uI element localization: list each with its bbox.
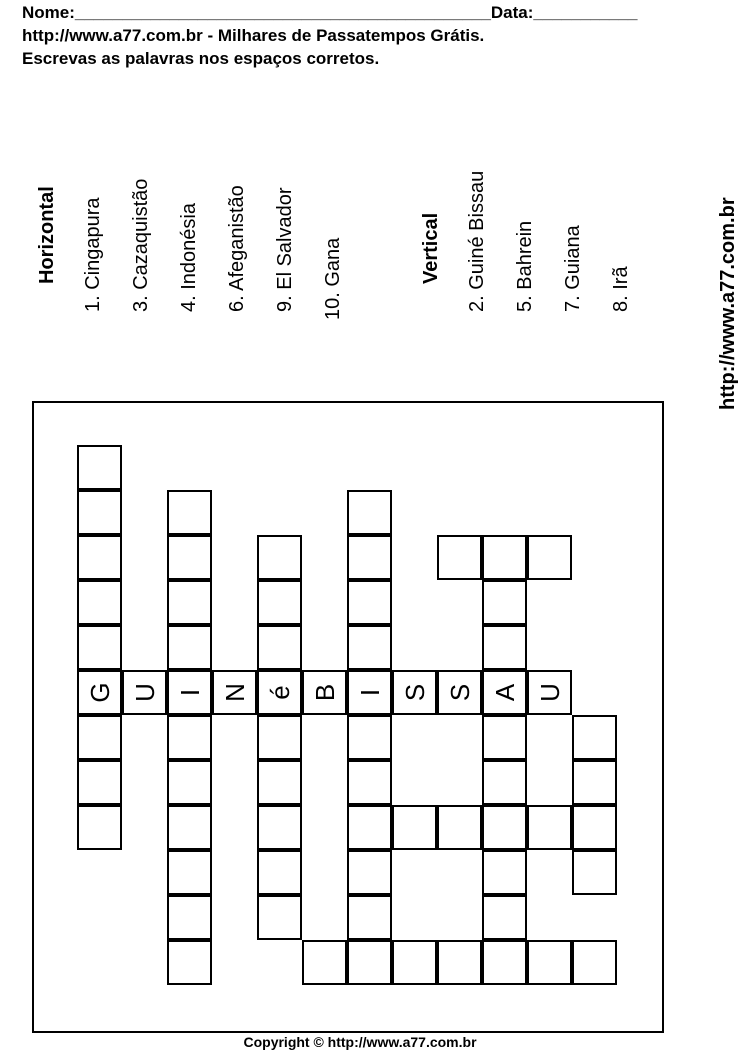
grid-letter: S xyxy=(399,683,430,702)
grid-cell[interactable] xyxy=(167,760,212,805)
grid-cell[interactable] xyxy=(437,805,482,850)
grid-cell[interactable] xyxy=(482,940,527,985)
grid-cell[interactable] xyxy=(167,850,212,895)
grid-cell[interactable] xyxy=(302,940,347,985)
clue-h-10: 10. Gana xyxy=(322,237,344,320)
grid-cell[interactable] xyxy=(347,805,392,850)
clue-h-6: 6. Afeganistão xyxy=(226,185,248,312)
grid-cell[interactable] xyxy=(482,580,527,625)
grid-letter: N xyxy=(219,683,250,702)
grid-letter: B xyxy=(309,683,340,702)
grid-letter: G xyxy=(84,682,115,703)
grid-letter: U xyxy=(129,683,160,702)
grid-cell[interactable] xyxy=(167,940,212,985)
grid-cell[interactable] xyxy=(257,715,302,760)
name-date-line xyxy=(22,3,637,23)
grid-cell[interactable] xyxy=(482,535,527,580)
date-label: Data:___________ xyxy=(490,3,638,22)
grid-cell[interactable] xyxy=(347,895,392,940)
grid-cell[interactable] xyxy=(167,490,212,535)
grid-letter: U xyxy=(534,683,565,702)
grid-cell[interactable] xyxy=(257,895,302,940)
grid-cell[interactable] xyxy=(167,805,212,850)
horizontal-title: Horizontal xyxy=(36,186,58,284)
clue-h-1: 1. Cingapura xyxy=(82,197,104,312)
grid-cell[interactable] xyxy=(347,760,392,805)
grid-cell[interactable] xyxy=(347,535,392,580)
instruction: Escrevas as palavras nos espaços corretos. xyxy=(22,49,380,68)
grid-cell[interactable] xyxy=(257,625,302,670)
grid-cell[interactable] xyxy=(527,535,572,580)
grid-cell[interactable] xyxy=(347,580,392,625)
grid-cell[interactable] xyxy=(77,715,122,760)
grid-cell[interactable] xyxy=(347,850,392,895)
grid-cell[interactable] xyxy=(572,805,617,850)
clue-h-9: 9. El Salvador xyxy=(274,187,296,312)
grid-cell[interactable] xyxy=(77,760,122,805)
grid-cell[interactable] xyxy=(347,940,392,985)
site-line[interactable]: http://www.a77.com.br - Milhares de Passatempos Grátis. xyxy=(22,26,485,45)
grid-letter: I xyxy=(354,688,385,697)
clue-v-7: 7. Guiana xyxy=(562,225,584,312)
grid-cell[interactable] xyxy=(167,625,212,670)
grid-letter: S xyxy=(444,683,475,702)
side-url[interactable]: http://www.a77.com.br xyxy=(717,197,739,410)
grid-cell[interactable] xyxy=(167,535,212,580)
grid-cell[interactable] xyxy=(257,535,302,580)
grid-cell[interactable] xyxy=(392,940,437,985)
clue-v-5: 5. Bahrein xyxy=(514,220,536,312)
grid-cell[interactable] xyxy=(437,535,482,580)
grid-cell[interactable] xyxy=(572,850,617,895)
clue-h-4: 4. Indonésia xyxy=(178,203,200,312)
grid-cell[interactable] xyxy=(167,895,212,940)
grid-cell[interactable] xyxy=(482,895,527,940)
grid-cell[interactable] xyxy=(77,445,122,490)
grid-cell[interactable] xyxy=(77,625,122,670)
grid-cell[interactable] xyxy=(347,715,392,760)
grid-cell[interactable] xyxy=(482,805,527,850)
grid-cell[interactable] xyxy=(572,940,617,985)
clue-h-3: 3. Cazaquistão xyxy=(130,178,152,312)
grid-cell[interactable] xyxy=(482,850,527,895)
grid-cell[interactable] xyxy=(527,940,572,985)
name-label: Nome:____________________________________________ xyxy=(22,3,491,22)
copyright-footer: Copyright © http://www.a77.com.br xyxy=(243,1034,477,1050)
grid-cell[interactable] xyxy=(167,715,212,760)
grid-cell[interactable] xyxy=(77,580,122,625)
grid-cell[interactable] xyxy=(347,625,392,670)
clue-v-2: 2. Guiné Bissau xyxy=(466,170,488,312)
grid-cell[interactable] xyxy=(527,805,572,850)
grid-cell[interactable] xyxy=(347,490,392,535)
grid-letter: A xyxy=(489,683,520,702)
grid-cell[interactable] xyxy=(77,490,122,535)
grid-letter: é xyxy=(264,685,295,700)
grid-cell[interactable] xyxy=(392,805,437,850)
grid-cell[interactable] xyxy=(77,805,122,850)
grid-cell[interactable] xyxy=(257,580,302,625)
grid-cell[interactable] xyxy=(572,715,617,760)
grid-cell[interactable] xyxy=(77,535,122,580)
grid-cell[interactable] xyxy=(257,760,302,805)
vertical-title: Vertical xyxy=(420,212,442,284)
clue-v-8: 8. Irã xyxy=(610,266,632,312)
grid-letter: I xyxy=(174,688,205,697)
grid-cell[interactable] xyxy=(257,805,302,850)
grid-cell[interactable] xyxy=(482,760,527,805)
grid-cell[interactable] xyxy=(482,715,527,760)
grid-cell[interactable] xyxy=(437,940,482,985)
grid-cell[interactable] xyxy=(572,760,617,805)
grid-cell[interactable] xyxy=(167,580,212,625)
grid-cell[interactable] xyxy=(482,625,527,670)
grid-cell[interactable] xyxy=(257,850,302,895)
